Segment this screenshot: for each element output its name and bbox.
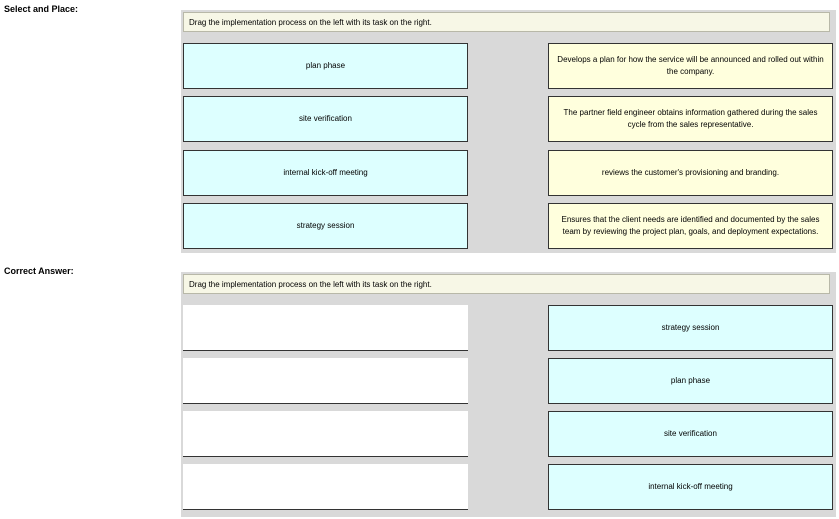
- answer-instruction-text: Drag the implementation process on the left with its task on the right.: [183, 274, 830, 294]
- correct-answer-panel: [181, 272, 836, 517]
- source-item-site-verification[interactable]: site verification: [183, 96, 468, 142]
- answer-item-internal-kickoff-meeting: internal kick-off meeting: [548, 464, 833, 510]
- select-place-panel: [181, 10, 836, 253]
- answer-empty-slot-1: [183, 305, 468, 351]
- target-slot-3[interactable]: reviews the customer's provisioning and branding.: [548, 150, 833, 196]
- select-instruction-text: Drag the implementation process on the left with its task on the right.: [183, 12, 830, 32]
- correct-answer-label: Correct Answer:: [4, 266, 74, 276]
- target-slot-2[interactable]: The partner field engineer obtains information gathered during the sales cycle from the sales representative.: [548, 96, 833, 142]
- source-item-plan-phase[interactable]: plan phase: [183, 43, 468, 89]
- answer-item-plan-phase: plan phase: [548, 358, 833, 404]
- answer-empty-slot-2: [183, 358, 468, 404]
- source-item-internal-kickoff-meeting[interactable]: internal kick-off meeting: [183, 150, 468, 196]
- target-slot-4[interactable]: Ensures that the client needs are identified and documented by the sales team by reviewing the project plan, goals, and deployment expectations.: [548, 203, 833, 249]
- answer-empty-slot-4: [183, 464, 468, 510]
- source-item-strategy-session[interactable]: strategy session: [183, 203, 468, 249]
- answer-item-strategy-session: strategy session: [548, 305, 833, 351]
- answer-item-site-verification: site verification: [548, 411, 833, 457]
- target-slot-1[interactable]: Develops a plan for how the service will be announced and rolled out within the company.: [548, 43, 833, 89]
- answer-empty-slot-3: [183, 411, 468, 457]
- select-and-place-label: Select and Place:: [4, 4, 79, 14]
